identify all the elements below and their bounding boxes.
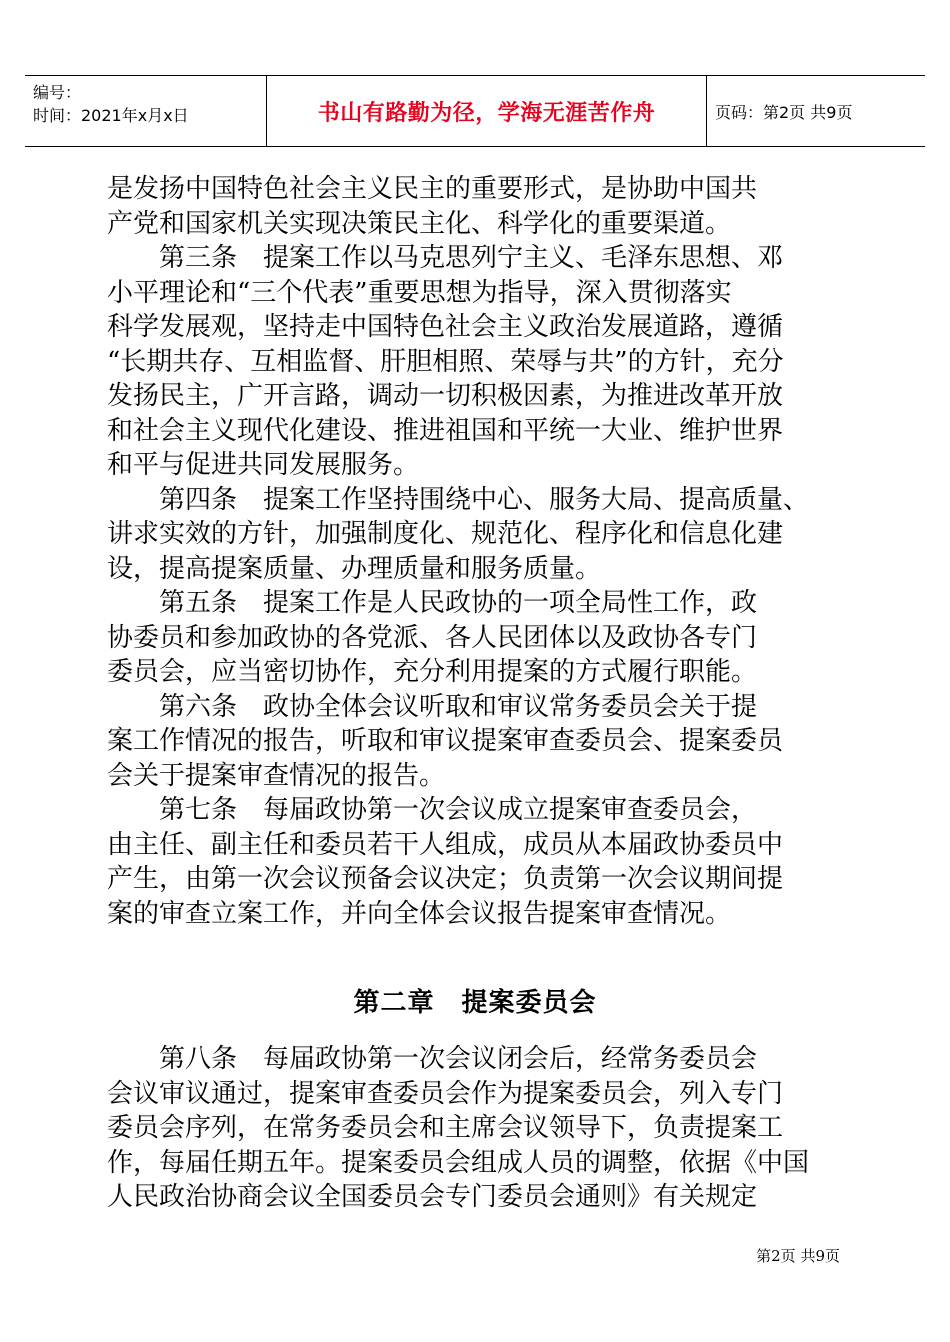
text-line: 会议审议通过，提案审查委员会作为提案委员会，列入专门 (107, 1078, 784, 1109)
text-line: 第六条 政协全体会议听取和审议常务委员会关于提 (107, 691, 758, 722)
body-text-block-2 (107, 1042, 852, 1215)
body-text-block-1 (107, 172, 852, 931)
text-line: “长期共存、互相监督、肝胆相照、荣辱与共”的方针，充分 (107, 346, 784, 377)
text-line: 发扬民主，广开言路，调动一切积极因素，为推进改革开放 (107, 381, 784, 411)
page-header (25, 75, 925, 147)
text-line: 是发扬中国特色社会主义民主的重要形式，是协助中国共 (107, 174, 758, 204)
header-slogan: 书山有路勤为径，学海无涯苦作舟 (317, 100, 656, 126)
text-line: 科学发展观，坚持走中国特色社会主义政治发展道路，遵循 (107, 312, 784, 342)
text-line: 委员会序列，在常务委员会和主席会议领导下，负责提案工 (107, 1113, 784, 1143)
text-line: 讲求实效的方针，加强制度化、规范化、程序化和信息化建 (107, 519, 784, 549)
chapter-heading: 第二章 提案委员会 (353, 988, 597, 1018)
text-line: 案工作情况的报告，听取和审议提案审查委员会、提案委员 (107, 726, 784, 756)
text-line: 第七条 每届政协第一次会议成立提案审查委员会， (107, 795, 758, 825)
text-line: 案的审查立案工作，并向全体会议报告提案审查情况。 (107, 898, 732, 929)
text-line: 设，提高提案质量、办理质量和服务质量。 (107, 553, 602, 584)
header-meta (25, 76, 267, 146)
header-page-number: 页码：第2页 共9页 (715, 102, 853, 122)
text-line: 第四条 提案工作坚持围绕中心、服务大局、提高质量、 (107, 484, 810, 515)
document-time-label: 时间：2021年x月x日 (33, 106, 189, 125)
text-line: 人民政治协商会议全国委员会专门委员会通则》有关规定 (107, 1182, 758, 1212)
text-line: 第三条 提案工作以马克思列宁主义、毛泽东思想、邓 (107, 243, 784, 273)
text-line: 会关于提案审查情况的报告。 (107, 760, 446, 791)
text-line: 作，每届任期五年。提案委员会组成人员的调整，依据《中国 (107, 1147, 810, 1178)
text-line: 协委员和参加政协的各党派、各人民团体以及政协各专门 (107, 622, 758, 653)
text-line: 产党和国家机关实现决策民主化、科学化的重要渠道。 (107, 208, 732, 239)
header-slogan-cell (267, 76, 707, 146)
text-line: 和平与促进共同发展服务。 (107, 450, 420, 480)
document-number-label: 编号： (33, 83, 82, 102)
text-line: 和社会主义现代化建设、推进祖国和平统一大业、维护世界 (107, 415, 784, 446)
text-line: 委员会，应当密切协作，充分利用提案的方式履行职能。 (107, 657, 758, 687)
text-line: 产生，由第一次会议预备会议决定；负责第一次会议期间提 (107, 864, 784, 894)
header-page-cell (707, 76, 925, 146)
text-line: 小平理论和“三个代表”重要思想为指导，深入贯彻落实 (107, 277, 732, 308)
page-footer: 第2页 共9页 (756, 1247, 840, 1265)
text-line: 第五条 提案工作是人民政协的一项全局性工作，政 (107, 588, 758, 618)
text-line: 第八条 每届政协第一次会议闭会后，经常务委员会 (107, 1044, 758, 1074)
text-line: 由主任、副主任和委员若干人组成，成员从本届政协委员中 (107, 829, 784, 860)
